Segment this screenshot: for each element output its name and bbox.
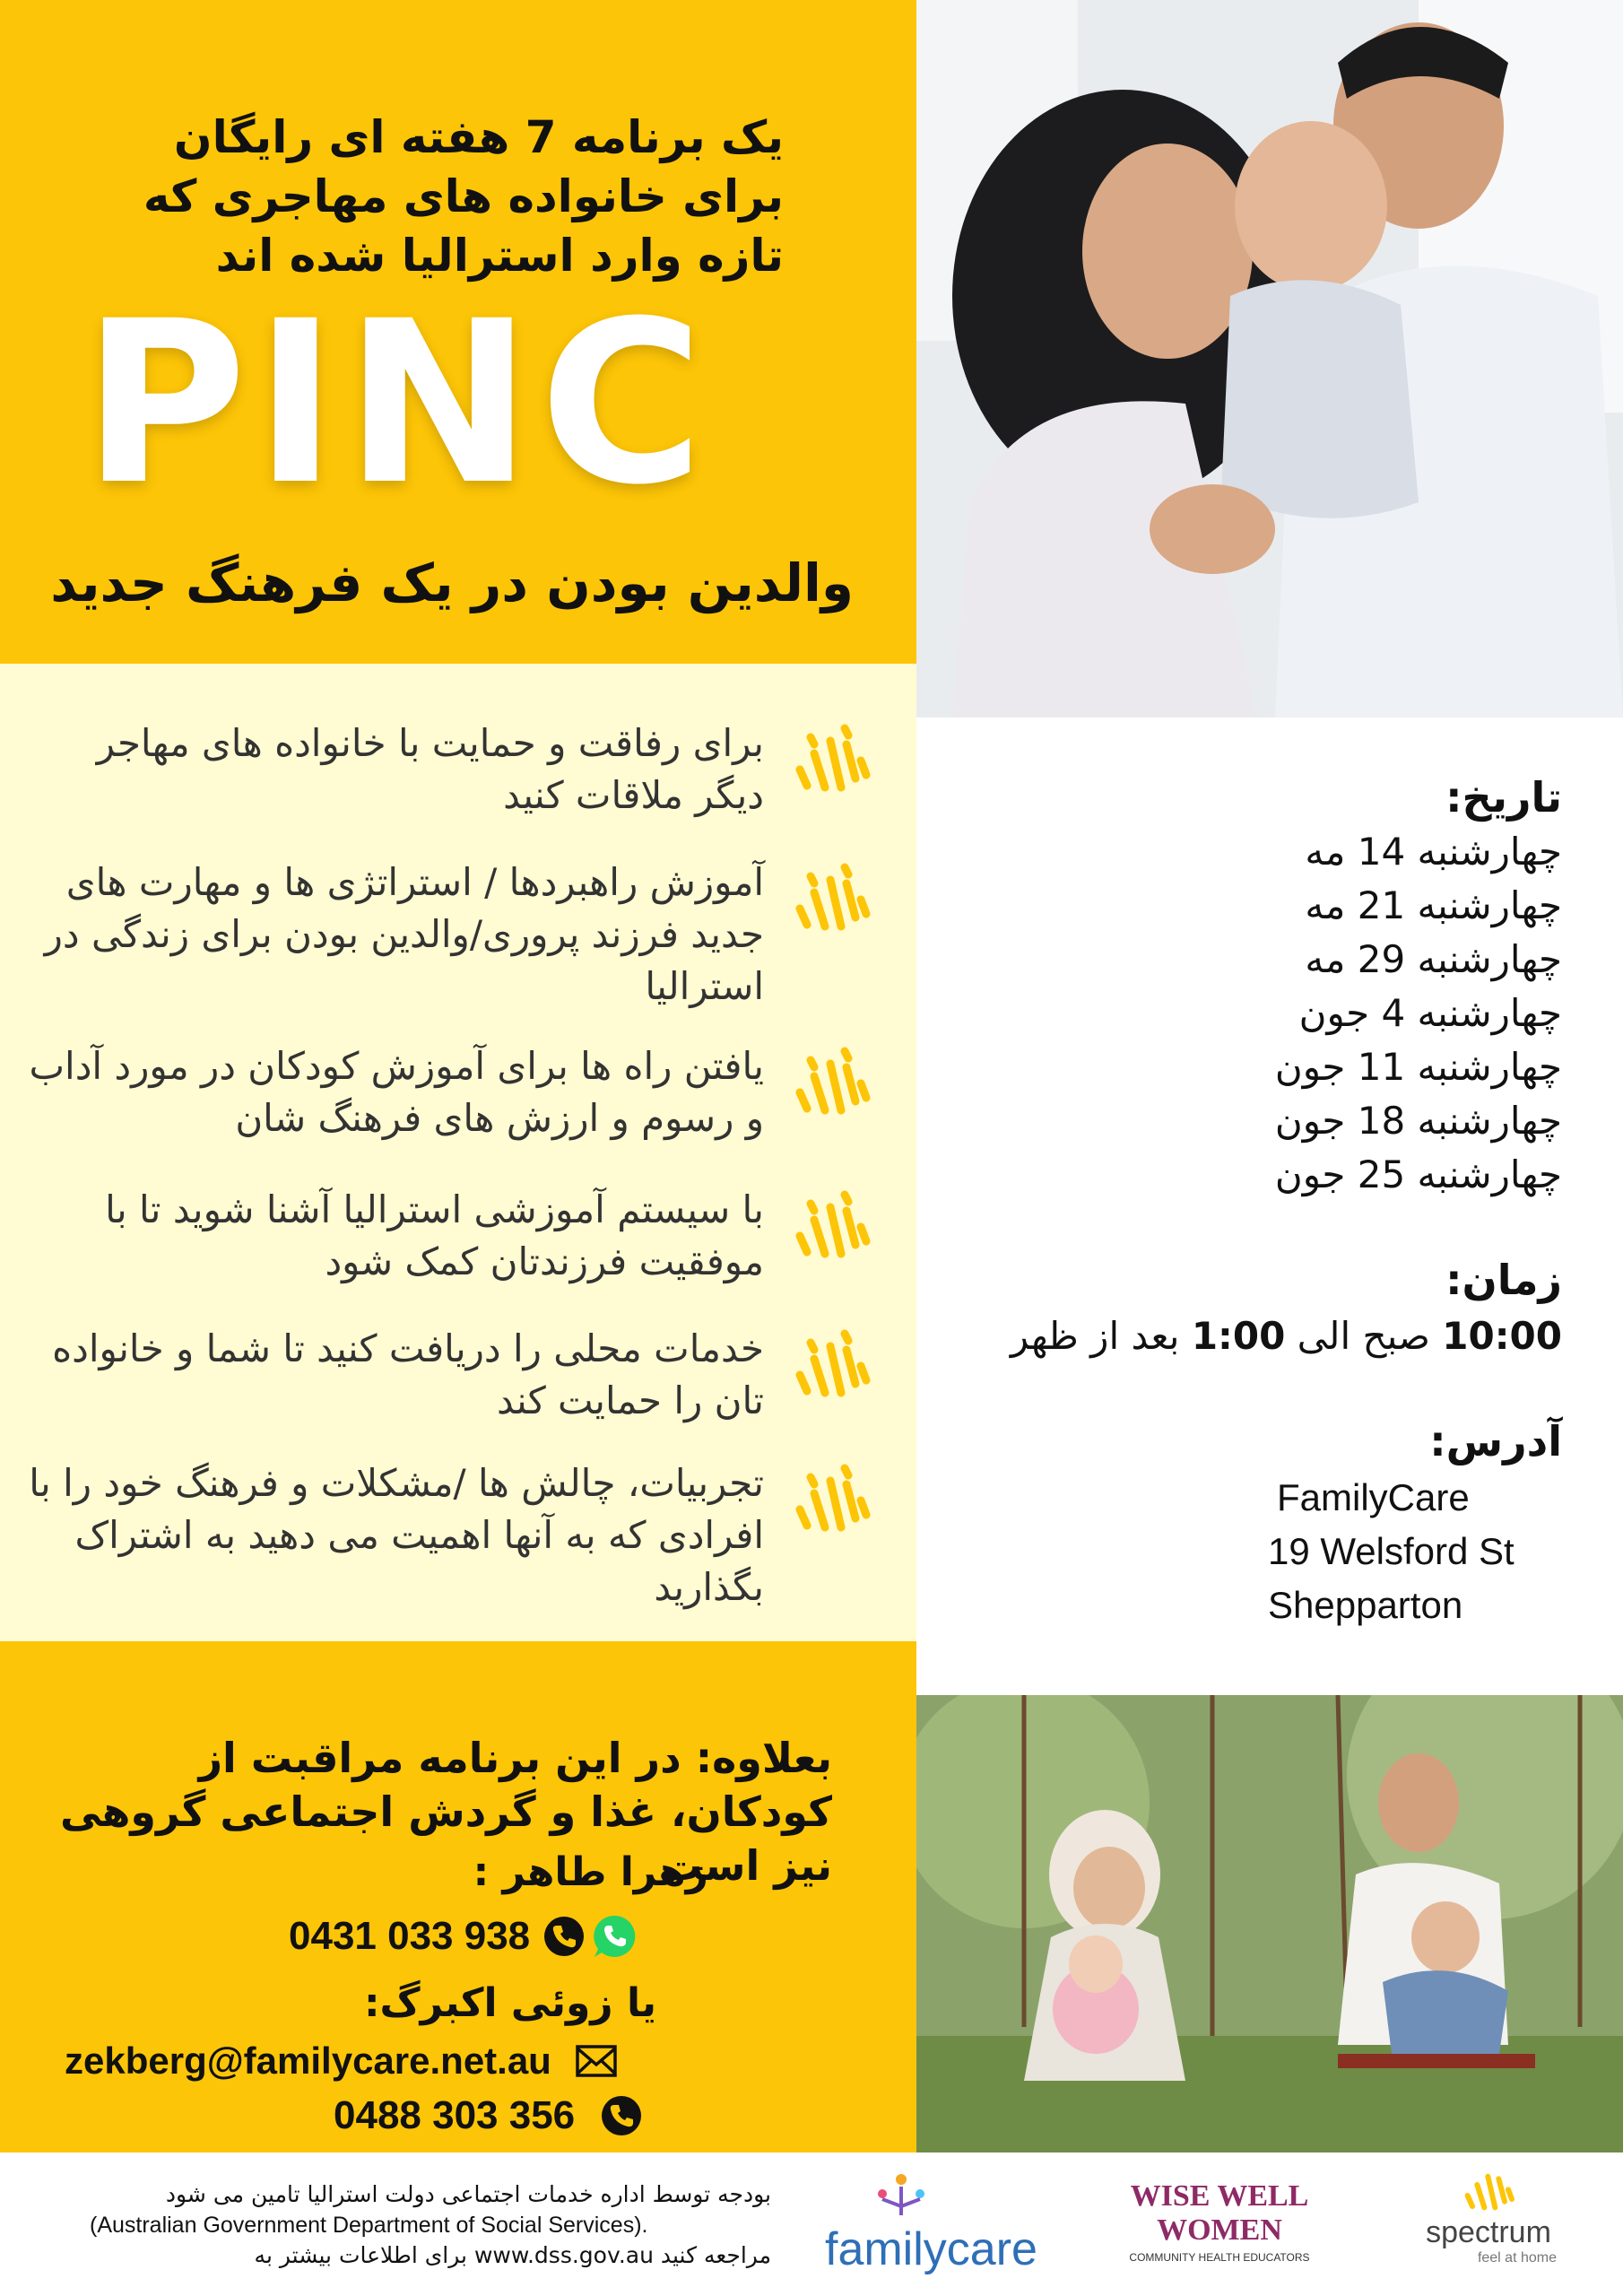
hand-wave-icon <box>791 723 872 804</box>
contact-panel <box>0 1641 916 2152</box>
wisewellwomen-logo-text: WISE WELL WOMEN <box>1130 2179 1309 2247</box>
benefit-item <box>29 1457 890 1628</box>
hand-wave-icon <box>791 1328 872 1409</box>
contact2-phone[interactable]: 0488 303 356 <box>334 2093 576 2137</box>
family-photo-top <box>916 0 1623 718</box>
time-label: زمان: <box>1445 1256 1562 1304</box>
date-item: چهارشنبه 29 مه <box>1305 937 1562 981</box>
contact1-phone-row <box>289 1912 639 1961</box>
date-item: چهارشنبه 14 مه <box>1305 830 1562 874</box>
date-label: تاریخ: <box>1445 773 1562 822</box>
funding-note <box>90 2179 771 2271</box>
funding-line: (Australian Government Department of Social Services). <box>90 2213 648 2238</box>
family-photo-bottom <box>916 1695 1623 2152</box>
date-item: چهارشنبه 25 جون <box>1274 1152 1562 1196</box>
time-mid: صبح الی <box>1297 1314 1430 1358</box>
benefit-item <box>29 1184 890 1318</box>
hand-wave-icon <box>791 1189 872 1270</box>
family-photo-illustration <box>916 0 1623 718</box>
footer <box>0 2152 1623 2296</box>
contact2-email-row <box>65 2039 618 2083</box>
phone-icon <box>600 2094 643 2137</box>
time-start: 10:00 <box>1442 1314 1562 1358</box>
benefit-text: با سیستم آموزشی استرالیا آشنا شوید تا با موفقیت فرزندتان کمک شود <box>105 1187 764 1283</box>
hero-subtitle: والدین بودن در یک فرهنگ جدید <box>50 552 854 613</box>
benefits-panel <box>0 664 916 1641</box>
hand-wave-icon <box>1462 2170 1515 2215</box>
hero-tagline: یک برنامه 7 هفته ای رایگان برای خانواده های مهاجری که تازه وارد استرالیا شده اند <box>143 111 784 282</box>
contact2-email[interactable]: zekberg@familycare.net.au <box>65 2039 551 2082</box>
details-panel <box>916 718 1623 1695</box>
funding-line: مراجعه کنید www.dss.gov.au برای اطلاعات بیشتر به <box>254 2242 771 2268</box>
time-value <box>934 1309 1562 1363</box>
date-item: چهارشنبه 4 جون <box>1298 991 1562 1035</box>
hero-title: PINC <box>82 273 711 534</box>
date-item: چهارشنبه 18 جون <box>1274 1099 1562 1143</box>
date-item: چهارشنبه 11 جون <box>1274 1045 1562 1089</box>
hand-wave-icon <box>791 1046 872 1126</box>
contact2-name: یا زوئی اکبرگ: <box>363 1980 656 2026</box>
address-block <box>1268 1471 1609 1632</box>
address-line: Shepparton <box>1268 1584 1463 1626</box>
spectrum-logo-sub: feel at home <box>1477 2250 1557 2266</box>
phone-icon <box>542 1915 586 1958</box>
whatsapp-icon <box>591 1912 639 1961</box>
date-list <box>1024 825 1562 1202</box>
contact1-name: زهرا طاهر : <box>473 1849 708 1895</box>
benefit-item <box>29 718 890 852</box>
contact2-phone-row <box>334 2093 643 2138</box>
spectrum-logo <box>1408 2170 1569 2266</box>
spectrum-logo-text: spectrum <box>1426 2215 1551 2249</box>
address-label: آدرس: <box>1429 1417 1562 1465</box>
hero-panel <box>0 0 916 664</box>
benefit-text: خدمات محلی را دریافت کنید تا شما و خانواده تان را حمایت کند <box>52 1326 764 1422</box>
familycare-logo <box>825 2170 1040 2278</box>
email-icon <box>575 2043 618 2079</box>
wisewellwomen-logo-sub: COMMUNITY HEALTH EDUCATORS <box>1129 2251 1310 2264</box>
familycare-logo-text: familycare <box>825 2223 1037 2275</box>
benefit-item <box>29 1040 890 1175</box>
extra-info: بعلاوه: در این برنامه مراقبت از کودکان، غذا و گردش اجتماعی گروهی نیز است <box>60 1734 832 1890</box>
time-suffix: بعد از ظهر <box>1010 1314 1180 1358</box>
funding-line: بودجه توسط اداره خدمات اجتماعی دولت استرالیا تامین می شود <box>165 2181 771 2207</box>
benefit-item <box>29 857 890 1008</box>
benefit-text: تجربیات، چالش ها /مشکلات و فرهنگ خود را با افرادی که به آنها اهمیت می دهید به اشتراک بگذارید <box>29 1461 764 1609</box>
address-line: 19 Welsford St <box>1268 1530 1515 1572</box>
familycare-logo-mark <box>870 2170 933 2224</box>
time-end: 1:00 <box>1191 1314 1286 1358</box>
hand-wave-icon <box>791 862 872 943</box>
benefit-text: آموزش راهبردها / استراتژی ها و مهارت های جدید فرزند پروری/والدین بودن برای زندگی در استرالیا <box>44 860 764 1008</box>
contact1-phone[interactable]: 0431 033 938 <box>289 1914 531 1958</box>
date-item: چهارشنبه 21 مه <box>1305 883 1562 927</box>
benefit-text: یافتن راه ها برای آموزش کودکان در مورد آداب و رسوم و ارزش های فرهنگ شان <box>29 1044 764 1140</box>
benefit-text: برای رفاقت و حمایت با خانواده های مهاجر دیگر ملاقات کنید <box>96 721 764 817</box>
swing-photo-illustration <box>916 1695 1623 2152</box>
hand-wave-icon <box>791 1463 872 1544</box>
address-line: FamilyCare <box>1277 1476 1470 1518</box>
benefit-item <box>29 1323 890 1457</box>
wisewellwomen-logo <box>1121 2179 1318 2264</box>
